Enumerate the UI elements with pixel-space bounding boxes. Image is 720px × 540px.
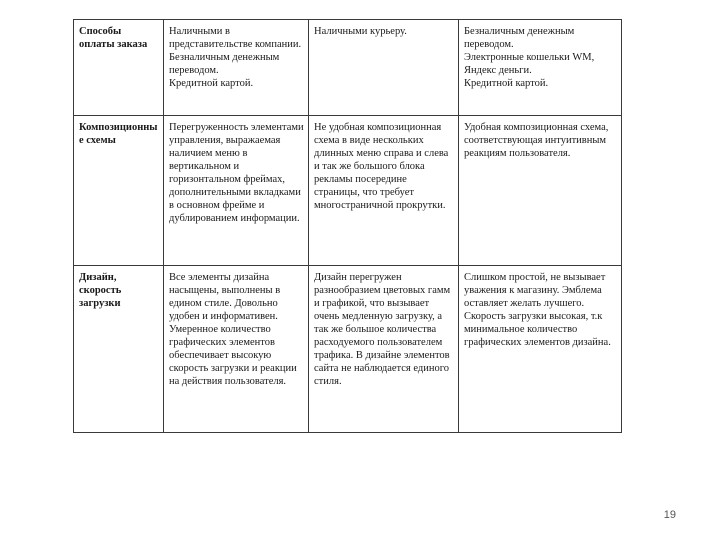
table-cell: Наличными курьеру. bbox=[309, 20, 459, 116]
table-cell: Дизайн перегружен разнообразием цветовых гамм и графикой, что вызывает очень медленную загрузку, а так же большое количества расходуемого пользователем трафика. В дизайне элементов сайта не наблюдается единого стиля. bbox=[309, 266, 459, 433]
row-header-composition-schemes: Композиционные схемы bbox=[74, 116, 164, 266]
table-cell: Наличными в представительстве компании. Безналичным денежным переводом. Кредитной картой. bbox=[164, 20, 309, 116]
table-cell: Все элементы дизайна насыщены, выполнены в едином стиле. Довольно удобен и информативен. Умеренное количество графических элементов обеспечивает высокую скорость загрузки и реакции на действия пользователя. bbox=[164, 266, 309, 433]
table-row-composition-schemes bbox=[74, 116, 622, 266]
row-header-payment-methods: Способы оплаты заказа bbox=[74, 20, 164, 116]
table-cell: Слишком простой, не вызывает уважения к магазину. Эмблема оставляет желать лучшего. Скорость загрузки высокая, т.к минимальное количество графических элементов дизайна. bbox=[459, 266, 622, 433]
table-cell: Удобная композиционная схема, соответствующая интуитивным реакциям пользователя. bbox=[459, 116, 622, 266]
table-cell: Перегруженность элементами управления, выражаемая наличием меню в вертикальном и горизонтальном фреймах, дополнительными вкладками в основном фрейме и дублированием информации. bbox=[164, 116, 309, 266]
page-number: 19 bbox=[663, 509, 676, 521]
table-cell: Безналичным денежным переводом. Электронные кошельки WM, Яндекс деньги. Кредитной картой. bbox=[459, 20, 622, 116]
table-cell: Не удобная композиционная схема в виде нескольких длинных меню справа и слева и так же большого блока рекламы посередине страницы, что требует многостраничной прокрутки. bbox=[309, 116, 459, 266]
row-header-design-loading: Дизайн, скорость загрузки bbox=[74, 266, 164, 433]
comparison-table bbox=[73, 19, 622, 433]
table-row-payment-methods bbox=[74, 20, 622, 116]
table-row-design-loading bbox=[74, 266, 622, 433]
